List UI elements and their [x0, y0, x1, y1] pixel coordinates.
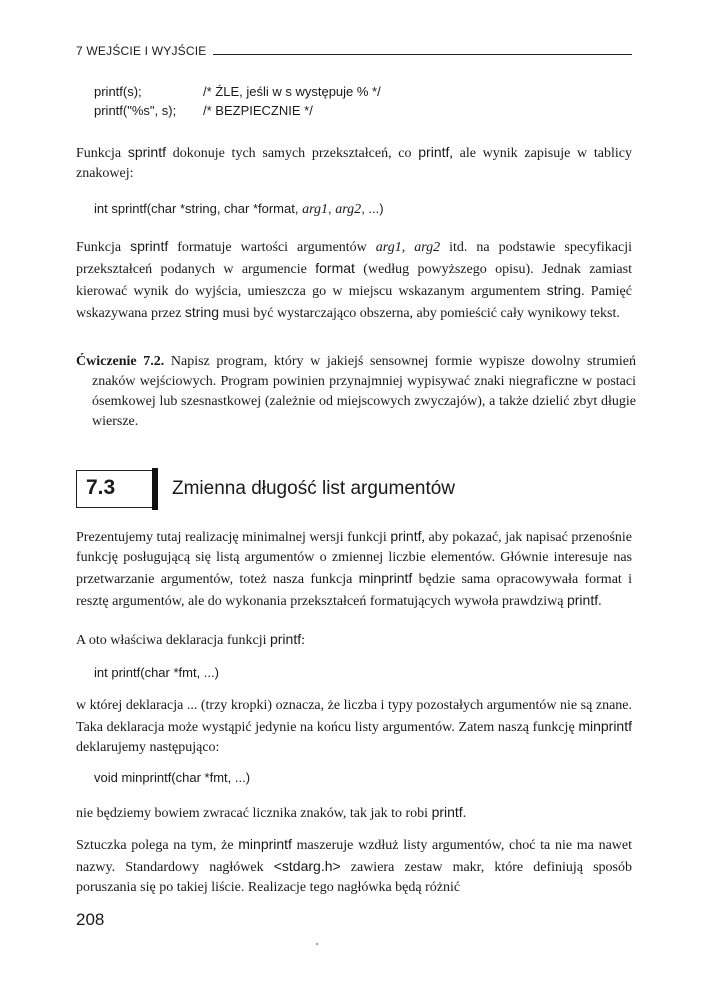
exercise-label: Ćwiczenie 7.2.	[76, 354, 165, 369]
code-printf-format-s: printf("%s", s);	[94, 103, 177, 118]
running-header-text: 7 WEJŚCIE I WYJŚCIE	[76, 44, 207, 58]
code-term: printf	[418, 144, 450, 160]
code-minprintf-prototype: void minprintf(char *fmt, ...)	[94, 770, 251, 785]
section-box-bar	[152, 468, 158, 510]
code-sprintf-prototype: int sprintf(char *string, char *format, arg1, arg2, ...)	[94, 201, 384, 217]
paragraph-sprintf-description: Funkcja sprintf formatuje wartości argumentów arg1, arg2 itd. na podstawie specyfikacji przekształceń podanych w argumencie format (według powyższego opisu). Jednak zamiast kierować wynik do wyjścia, umieszcza go w miejscu wskazanym argumentem string. Pamięć wskazywana przez string musi być wystarczająco obszerna, aby pomieścić cały wynikowy tekst.	[76, 238, 633, 321]
code-comment-unsafe: /* ŹLE, jeśli w s występuje % */	[203, 84, 381, 99]
code-printf-s: printf(s);	[94, 84, 142, 99]
code-comment-safe: /* BEZPIECZNIE */	[203, 103, 313, 118]
page-number: 208	[76, 910, 105, 929]
paragraph-sprintf-intro: Funkcja sprintf dokonuje tych samych przekształceń, co printf, ale wynik zapisuje w tablicy znakowej:	[76, 144, 632, 181]
code-printf-prototype: int printf(char *fmt, ...)	[94, 665, 219, 680]
paragraph-no-counter: nie będziemy bowiem zwracać licznika znaków, tak jak to robi printf.	[76, 804, 467, 821]
paragraph-stdarg: Sztuczka polega na tym, że minprintf maszeruje wzdłuż listy argumentów, choć ta nie ma nawet nazwy. Standardowy nagłówek <stdarg.h> zawiera zestaw makr, które definiują sposób poruszania się po takiej liście. Realizacje tego nagłówka będą różnić	[76, 836, 632, 895]
code-term: sprintf	[127, 144, 166, 160]
paragraph-ellipsis: w której deklaracja ... (trzy kropki) oznacza, że liczba i typy pozostałych argumentów nie są znane. Taka deklaracja może wystąpić jedynie na końcu listy argumentów. Zatem naszą funkcję minprintf deklarujemy następująco:	[76, 698, 632, 755]
exercise-7-2	[76, 352, 636, 432]
section-number: 7.3	[86, 476, 116, 499]
header-rule	[213, 54, 633, 55]
exercise-text: Napisz program, który w jakiejś sensownej formie wypisze dowolny strumień znaków wejściowych. Program powinien przynajmniej wypisywać znaki niegraficzne w postaci ósemkowej lub szesnastkowej (zależnie od miejscowych zwyczajów), a także dzielić zbyt długie wiersze.	[92, 354, 636, 429]
scan-speck	[316, 943, 318, 945]
paragraph-minprintf-intro: Prezentujemy tutaj realizację minimalnej wersji funkcji printf, aby pokazać, jak napisać przenośnie funkcję posługującą się listą argumentów o zmiennej liczbie elementów. Głównie interesuje nas przetwarzanie argumentów, toteż nasza funkcja minprintf będzie sama opracowywała format i resztę argumentów, ale do wykonania przekształceń formatujących wywoła prawdziwą printf.	[76, 528, 633, 609]
paragraph-printf-declaration: A oto właściwa deklaracja funkcji printf:	[76, 631, 305, 648]
running-header	[76, 44, 632, 58]
section-title: Zmienna długość list argumentów	[172, 478, 456, 499]
